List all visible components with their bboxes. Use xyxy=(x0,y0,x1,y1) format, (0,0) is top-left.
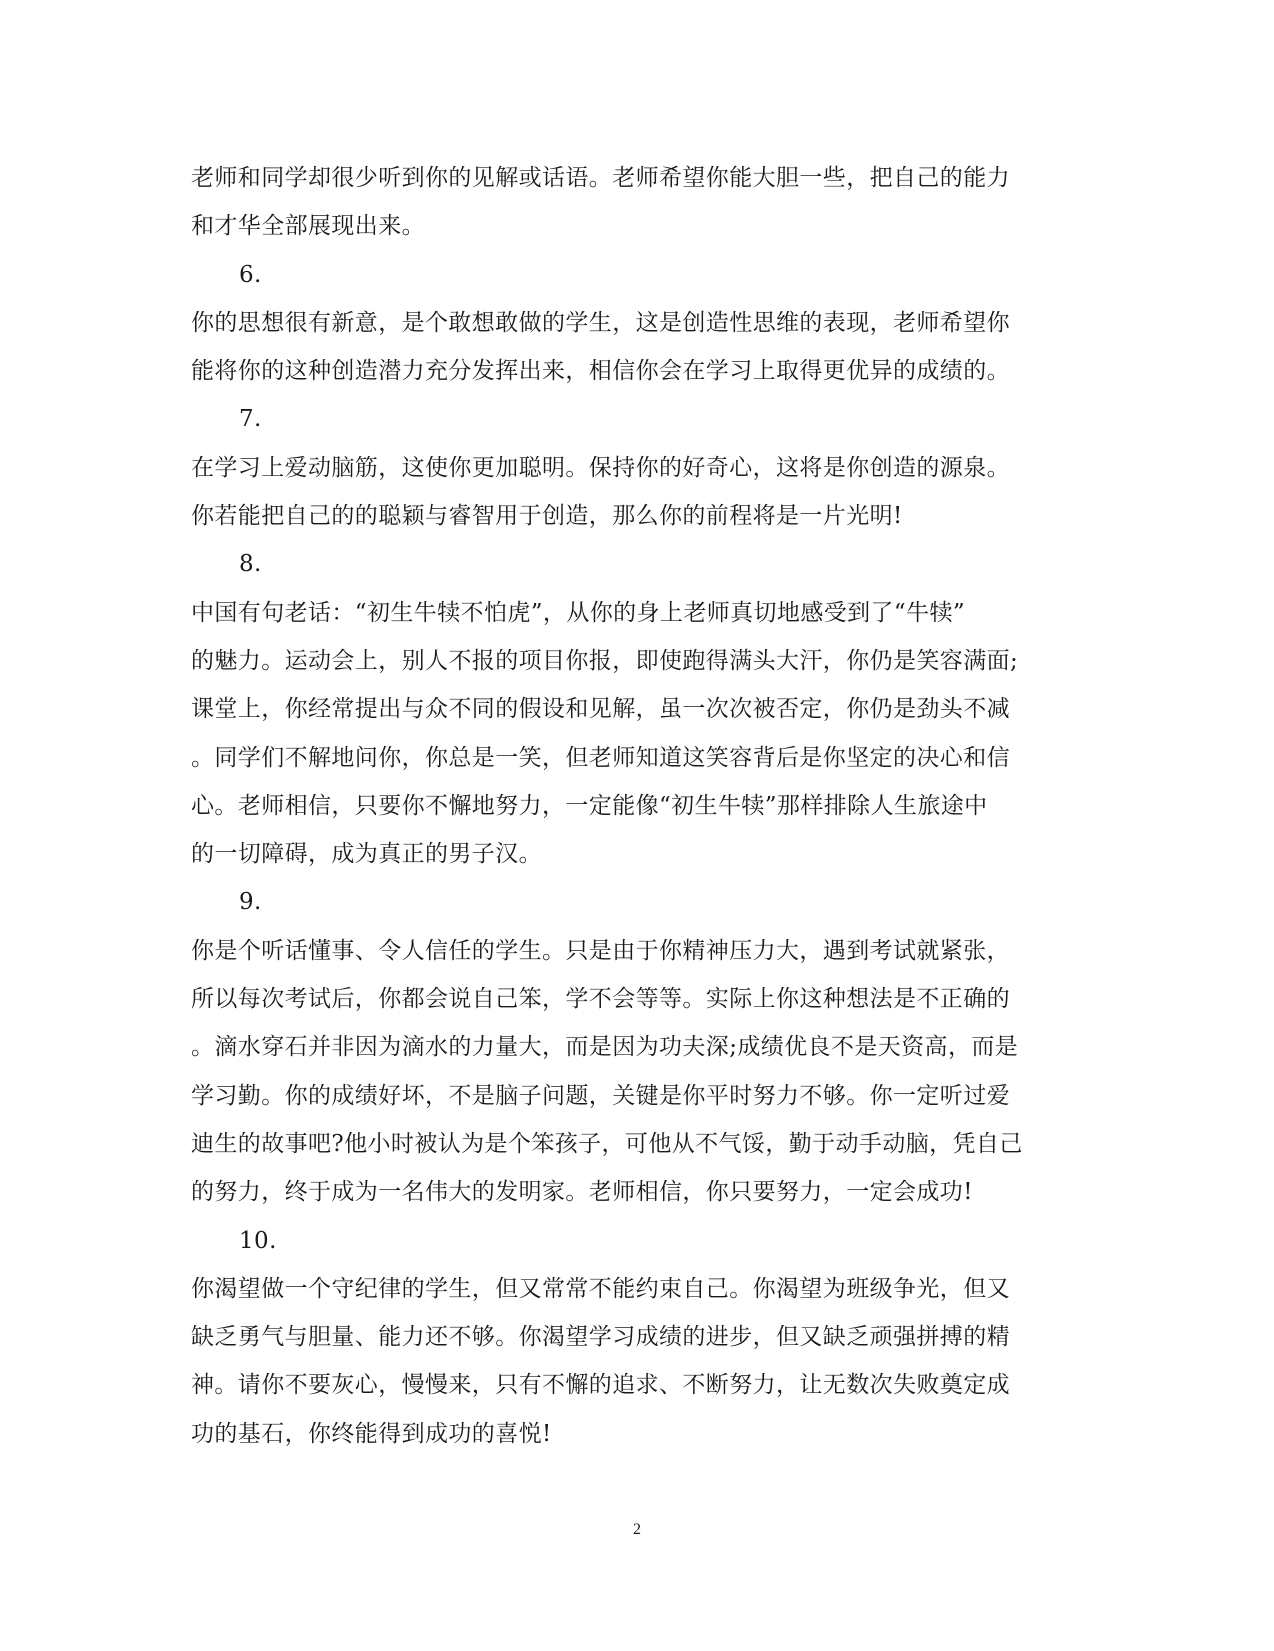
text-line: 在学习上爱动脑筋，这使你更加聪明。保持你的好奇心，这将是你创造的源泉。 xyxy=(191,454,1010,481)
text-line: 老师和同学却很少听到你的见解或话语。老师希望你能大胆一些，把自己的能力 xyxy=(191,165,1010,191)
page-number: 2 xyxy=(633,1521,641,1538)
text-line: 。滴水穿石并非因为滴水的力量大，而是因为功夫深;成绩优良不是天资高，而是 xyxy=(191,1034,1019,1061)
text-line: 的魅力。运动会上，别人不报的项目你报，即使跑得满头大汗，你仍是笑容满面; xyxy=(191,647,1019,674)
text-line: 缺乏勇气与胆量、能力还不够。你渴望学习成绩的进步，但又缺乏顽强拼搏的精 xyxy=(191,1324,1010,1351)
text-line: 你是个听话懂事、令人信任的学生。只是由于你精神压力大，遇到考试就紧张， xyxy=(191,937,1010,964)
item-number: 7. xyxy=(239,406,262,433)
item-number: 8. xyxy=(239,551,262,578)
text-line: 迪生的故事吧?他小时被认为是个笨孩子，可他从不气馁，勤于动手动脑，凭自己 xyxy=(191,1130,1023,1157)
item-number: 6. xyxy=(239,261,262,288)
text-line: 心。老师相信，只要你不懈地努力，一定能像“初生牛犊”那样排除人生旅途中 xyxy=(191,792,988,819)
text-line: 和才华全部展现出来。 xyxy=(191,213,425,240)
text-line: 的努力，终于成为一名伟大的发明家。老师相信，你只要努力，一定会成功! xyxy=(191,1179,973,1206)
text-line: 的一切障碍，成为真正的男子汉。 xyxy=(191,841,542,868)
text-line: 能将你的这种创造潜力充分发挥出来，相信你会在学习上取得更优异的成绩的。 xyxy=(191,358,1010,385)
text-line: 课堂上，你经常提出与众不同的假设和见解，虽一次次被否定，你仍是劲头不减 xyxy=(191,696,1010,723)
text-line: 功的基石，你终能得到成功的喜悦! xyxy=(191,1420,552,1447)
item-number: 10. xyxy=(239,1227,277,1254)
text-line: 所以每次考试后，你都会说自己笨，学不会等等。实际上你这种想法是不正确的 xyxy=(191,986,1010,1013)
text-line: 学习勤。你的成绩好坏，不是脑子问题，关键是你平时努力不够。你一定听过爱 xyxy=(191,1082,1010,1109)
text-line: 中国有句老话：“初生牛犊不怕虎”，从你的身上老师真切地感受到了“牛犊” xyxy=(191,599,966,626)
text-line: 你渴望做一个守纪律的学生，但又常常不能约束自己。你渴望为班级争光，但又 xyxy=(191,1275,1010,1302)
text-line: 。同学们不解地问你，你总是一笑，但老师知道这笑容背后是你坚定的决心和信 xyxy=(191,744,1010,771)
item-number: 9. xyxy=(239,889,262,916)
text-line: 你若能把自己的的聪颖与睿智用于创造，那么你的前程将是一片光明! xyxy=(191,503,903,530)
document-body xyxy=(191,154,1091,1458)
text-line: 神。请你不要灰心，慢慢来，只有不懈的追求、不断努力，让无数次失败奠定成 xyxy=(191,1372,1010,1399)
text-line: 你的思想很有新意，是个敢想敢做的学生，这是创造性思维的表现，老师希望你 xyxy=(191,309,1010,336)
